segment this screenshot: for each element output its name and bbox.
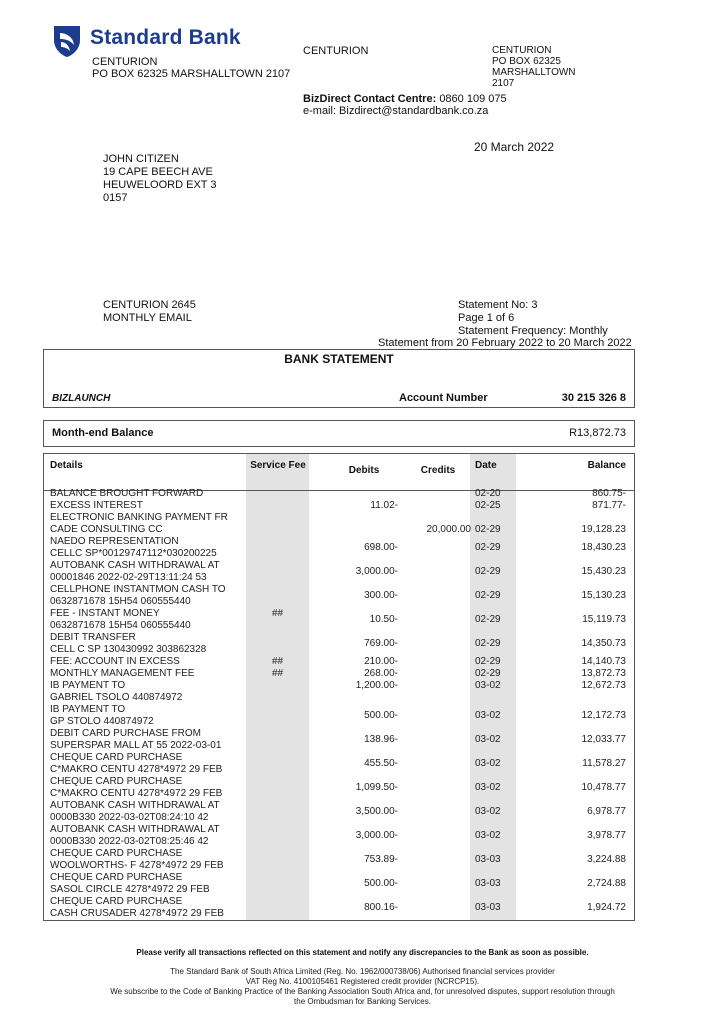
row-balance: 15,130.23	[581, 590, 626, 601]
header-details: Details	[50, 460, 83, 471]
row-date: 02-29	[475, 590, 501, 601]
row-service-fee: ##	[272, 668, 284, 679]
row-balance: 15,119.73	[582, 614, 626, 625]
address-line: PO BOX 62325	[492, 56, 561, 67]
bank-address-left	[92, 56, 290, 80]
row-debit: 138.96-	[364, 734, 398, 745]
row-debit: 769.00-	[364, 638, 398, 649]
row-date: 03-02	[475, 710, 501, 721]
contact-phone: 0860 109 075	[439, 93, 507, 105]
row-date: 03-02	[475, 806, 501, 817]
recipient-address	[103, 153, 217, 205]
row-balance: 12,672.73	[581, 680, 626, 691]
row-debit: 3,000.00-	[355, 830, 398, 841]
row-details-line2: WOOLWORTHS- F 4278*4972 29 FEB	[50, 860, 224, 871]
row-details-line2: SASOL CIRCLE 4278*4972 29 FEB	[50, 884, 210, 895]
row-details-line2: C*MAKRO CENTU 4278*4972 29 FEB	[50, 764, 223, 775]
row-credit: 20,000.00	[426, 524, 471, 535]
row-date: 02-29	[475, 524, 501, 535]
row-balance: 19,128.23	[581, 524, 626, 535]
shield-logo-icon	[52, 24, 82, 58]
row-balance: 3,224.88	[587, 854, 626, 865]
row-debit: 753.89-	[364, 854, 398, 865]
row-details: AUTOBANK CASH WITHDRAWAL AT	[50, 560, 220, 571]
row-details: CHEQUE CARD PURCHASE	[50, 896, 183, 907]
row-details-line2: CASH CRUSADER 4278*4972 29 FEB	[50, 908, 224, 919]
legal-line: VAT Reg No. 4100105461 Registered credit provider (NCRCP15).	[245, 977, 480, 986]
month-end-value: R13,872.73	[569, 427, 626, 439]
header-date: Date	[475, 460, 497, 471]
row-details: CELLPHONE INSTANTMON CASH TO	[50, 584, 226, 595]
row-balance: 12,033.77	[581, 734, 626, 745]
row-details: EXCESS INTEREST	[50, 500, 143, 511]
header-service-fee: Service Fee	[250, 460, 306, 471]
recipient-line: JOHN CITIZEN	[103, 153, 179, 165]
verify-notice: Please verify all transactions reflected on this statement and notify any discrepancies to the Bank as soon as possible.	[136, 948, 589, 957]
row-balance: 11,578.27	[582, 758, 626, 769]
address-line: CENTURION	[92, 56, 158, 68]
row-details-line2: 0000B330 2022-03-02T08:24:10 42	[50, 812, 209, 823]
brand-name: Standard Bank	[90, 26, 241, 49]
row-debit: 1,200.00-	[355, 680, 398, 691]
legal-footer	[0, 967, 725, 1007]
row-balance: 6,978.77	[587, 806, 626, 817]
statement-period: Statement from 20 February 2022 to 20 March 2022	[378, 337, 632, 349]
row-date: 02-29	[475, 638, 501, 649]
address-line: PO BOX 62325 MARSHALLTOWN 2107	[92, 68, 291, 80]
row-details: MONTHLY MANAGEMENT FEE	[50, 668, 195, 679]
row-balance: 871.77-	[592, 500, 626, 511]
row-balance: 18,430.23	[581, 542, 626, 553]
row-details: CHEQUE CARD PURCHASE	[50, 848, 183, 859]
account-product: BIZLAUNCH	[52, 393, 111, 404]
row-details: ELECTRONIC BANKING PAYMENT FR	[50, 512, 228, 523]
branch-line: MONTHLY EMAIL	[103, 312, 192, 324]
row-date: 02-29	[475, 614, 501, 625]
legal-line: the Ombudsman for Banking Services.	[294, 997, 431, 1006]
row-date: 02-29	[475, 656, 501, 667]
statement-number: Statement No: 3	[458, 299, 538, 311]
row-debit: 1,099.50-	[355, 782, 398, 793]
address-line: CENTURION	[492, 45, 552, 56]
row-date: 03-02	[475, 680, 501, 691]
table-header	[44, 454, 634, 491]
row-details-line2: CELLC SP*00129747112*030200225	[50, 548, 217, 559]
row-service-fee: ##	[272, 656, 284, 667]
row-date: 02-25	[475, 500, 501, 511]
row-details-line2: 0000B330 2022-03-02T08:25:46 42	[50, 836, 209, 847]
contact-label: BizDirect Contact Centre:	[303, 93, 437, 105]
row-details: DEBIT CARD PURCHASE FROM	[50, 728, 201, 739]
row-balance: 10,478.77	[581, 782, 626, 793]
account-number: 30 215 326 8	[561, 392, 626, 404]
row-details: CHEQUE CARD PURCHASE	[50, 872, 183, 883]
row-debit: 10.50-	[369, 614, 398, 625]
header-credits: Credits	[420, 465, 456, 476]
row-details-line2: CELL C SP 130430992 303862328	[50, 644, 207, 655]
account-header-box	[43, 349, 635, 408]
row-date: 02-20	[475, 488, 501, 499]
row-date: 03-02	[475, 830, 501, 841]
bank-address-right	[492, 45, 576, 89]
page-number: Page 1 of 6	[458, 312, 515, 324]
row-date: 03-03	[475, 878, 501, 889]
row-debit: 11.02-	[370, 500, 398, 511]
month-end-label: Month-end Balance	[52, 427, 154, 439]
recipient-line: 19 CAPE BEECH AVE	[103, 166, 213, 178]
address-line: 2107	[492, 78, 515, 89]
row-details-line2: C*MAKRO CENTU 4278*4972 29 FEB	[50, 788, 223, 799]
statement-title: BANK STATEMENT	[284, 352, 394, 366]
row-balance: 1,924.72	[587, 902, 626, 913]
row-details: NAEDO REPRESENTATION	[50, 536, 179, 547]
row-details: FEE - INSTANT MONEY	[50, 608, 160, 619]
row-details-line2: GABRIEL TSOLO 440874972	[50, 692, 183, 703]
row-balance: 13,872.73	[581, 668, 626, 679]
contact-email: e-mail: Bizdirect@standardbank.co.za	[303, 105, 489, 117]
row-details: CHEQUE CARD PURCHASE	[50, 752, 183, 763]
row-details-line2: CADE CONSULTING CC	[50, 524, 163, 535]
legal-line: The Standard Bank of South Africa Limited (Reg. No. 1962/000738/06) Authorised financial services provider	[170, 967, 555, 976]
row-details: IB PAYMENT TO	[50, 704, 126, 715]
row-date: 02-29	[475, 566, 501, 577]
month-end-box	[43, 420, 635, 447]
header-balance: Balance	[587, 460, 626, 471]
fee-column-shade	[246, 454, 309, 920]
row-date: 03-03	[475, 902, 501, 913]
row-debit: 800.16-	[364, 902, 398, 913]
row-details-line2: 00001846 2022-02-29T13:11:24 53	[50, 572, 207, 583]
row-debit: 500.00-	[364, 710, 398, 721]
row-date: 02-29	[475, 668, 501, 679]
row-service-fee: ##	[272, 608, 284, 619]
row-details: AUTOBANK CASH WITHDRAWAL AT	[50, 824, 220, 835]
contact-info	[303, 93, 507, 117]
row-balance: 15,430.23	[581, 566, 626, 577]
row-details: FEE: ACCOUNT IN EXCESS	[50, 656, 180, 667]
transactions-table	[43, 453, 635, 921]
legal-line: We subscribe to the Code of Banking Practice of the Banking Association South Africa and, for unresolved disputes, support resolution through	[110, 987, 615, 996]
account-number-label: Account Number	[399, 392, 488, 404]
row-debit: 268.00-	[364, 668, 398, 679]
row-details-line2: 0632871678 15H54 060555440	[50, 596, 191, 607]
bank-logo	[52, 24, 292, 58]
statement-frequency: Statement Frequency: Monthly	[458, 325, 608, 337]
statement-date: 20 March 2022	[474, 140, 555, 154]
row-debit: 698.00-	[364, 542, 398, 553]
row-balance: 860.75-	[592, 488, 626, 499]
row-date: 03-02	[475, 782, 501, 793]
row-balance: 12,172.73	[581, 710, 626, 721]
row-details: AUTOBANK CASH WITHDRAWAL AT	[50, 800, 220, 811]
header-debits: Debits	[348, 465, 380, 476]
row-date: 02-29	[475, 542, 501, 553]
address-line: MARSHALLTOWN	[492, 67, 576, 78]
branch-info	[103, 299, 196, 325]
row-debit: 3,000.00-	[355, 566, 398, 577]
address-center: CENTURION	[303, 45, 369, 57]
row-debit: 455.50-	[364, 758, 398, 769]
row-details: BALANCE BROUGHT FORWARD	[50, 488, 204, 499]
row-balance: 14,140.73	[581, 656, 626, 667]
row-details: DEBIT TRANSFER	[50, 632, 136, 643]
recipient-line: HEUWELOORD EXT 3	[103, 179, 217, 191]
recipient-line: 0157	[103, 192, 128, 204]
row-details: CHEQUE CARD PURCHASE	[50, 776, 183, 787]
branch-line: CENTURION 2645	[103, 299, 196, 311]
row-details-line2: SUPERSPAR MALL AT 55 2022-03-01	[50, 740, 222, 751]
statement-info	[458, 299, 608, 338]
row-debit: 500.00-	[364, 878, 398, 889]
row-balance: 2,724.88	[587, 878, 626, 889]
row-balance: 14,350.73	[581, 638, 626, 649]
row-details-line2: 0632871678 15H54 060555440	[50, 620, 191, 631]
row-details: IB PAYMENT TO	[50, 680, 126, 691]
row-balance: 3,978.77	[587, 830, 626, 841]
row-debit: 210.00-	[364, 656, 398, 667]
row-date: 03-02	[475, 734, 501, 745]
row-details-line2: GP STOLO 440874972	[50, 716, 154, 727]
row-date: 03-02	[475, 758, 501, 769]
row-date: 03-03	[475, 854, 501, 865]
row-debit: 3,500.00-	[355, 806, 398, 817]
row-debit: 300.00-	[364, 590, 398, 601]
